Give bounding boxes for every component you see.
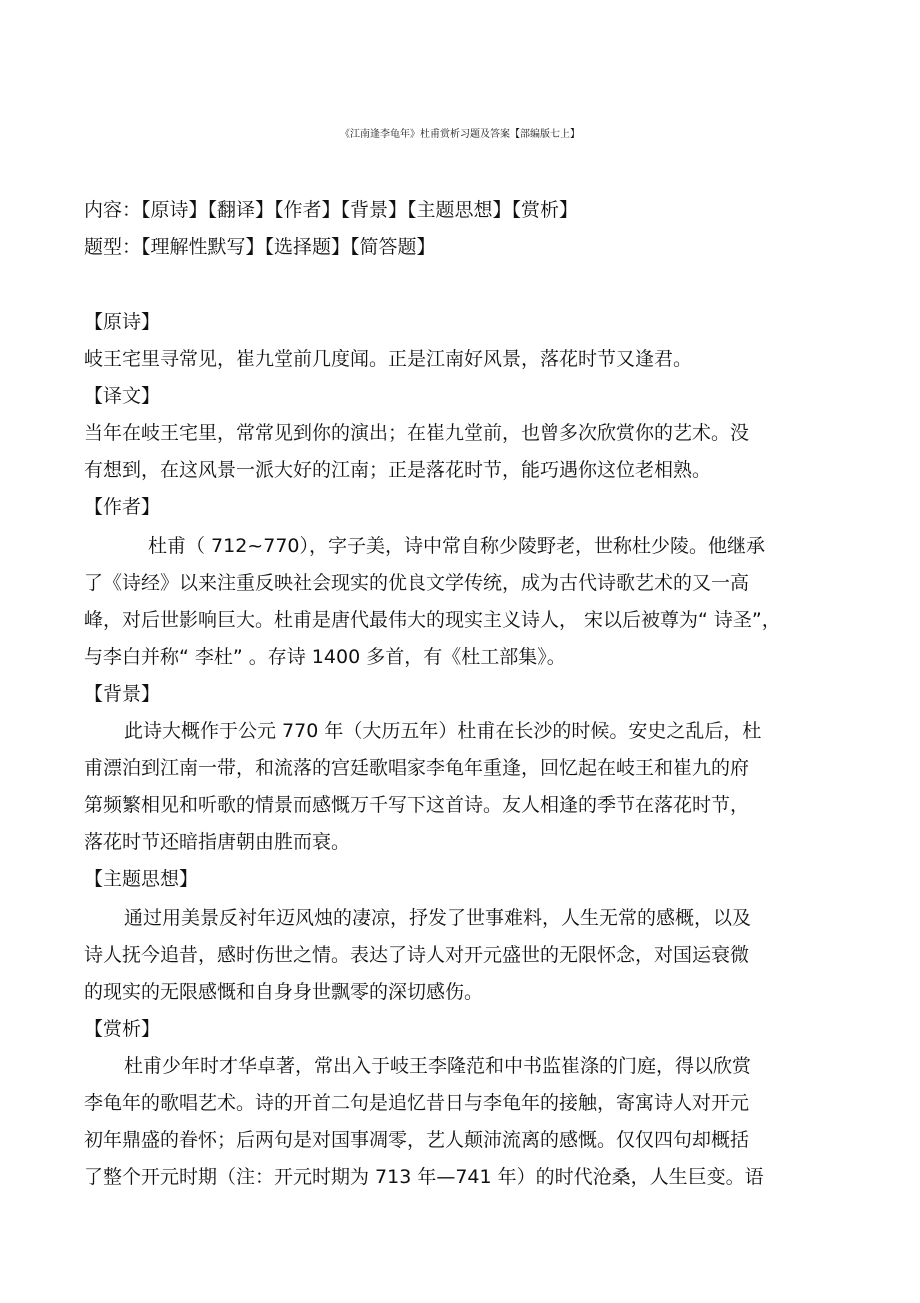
- poem-text-line: 岐王宅里寻常见，崔九堂前几度闻。正是江南好风景，落花时节又逢君。: [84, 348, 693, 370]
- theme-line: 诗人抚今追昔，感时伤世之情。表达了诗人对开元盛世的无限怀念，对国运衰微: [84, 944, 750, 966]
- translation-line: 当年在岐王宅里，常常见到你的演出；在崔九堂前，也曾多次欣赏你的艺术。没: [84, 422, 750, 444]
- section-heading-background: 【背景】: [84, 683, 161, 705]
- appreciation-line: 李龟年的歌唱艺术。诗的开首二句是追忆昔日与李龟年的接触，寄寓诗人对开元: [84, 1092, 750, 1114]
- theme-line: 通过用美景反衬年迈风烛的凄凉，抒发了世事难料，人生无常的感概，以及: [124, 907, 752, 929]
- background-line: 此诗大概作于公元 770 年（大历五年）杜甫在长沙的时候。安史之乱后，杜: [124, 720, 762, 742]
- section-heading-author: 【作者】: [84, 496, 161, 518]
- appreciation-line: 杜甫少年时才华卓著，常出入于岐王李隆范和中书监崔涤的门庭，得以欣赏: [124, 1055, 752, 1077]
- author-line: 与李白并称“ 李杜” 。存诗 1400 多首，有《杜工部集》。: [84, 646, 566, 668]
- background-line: 落花时节还暗指唐朝由胜而衰。: [84, 831, 351, 853]
- background-line: 第频繁相见和听歌的情景而感慨万千写下这首诗。友人相逢的季节在落花时节，: [84, 794, 750, 816]
- author-line: 杜甫（ 712~770），字子美，诗中常自称少陵野老，世称杜少陵。他继承: [148, 535, 765, 557]
- appreciation-line: 初年鼎盛的眷怀；后两句是对国事凋零，艺人颠沛流离的感慨。仅仅四句却概括: [84, 1129, 750, 1151]
- question-type-line: 题型：【理解性默写】【选择题】【简答题】: [84, 236, 436, 258]
- author-line: 了《诗经》以来注重反映社会现实的优良文学传统，成为古代诗歌艺术的又一高: [84, 572, 750, 594]
- background-line: 甫漂泊到江南一带，和流落的宫廷歌唱家李龟年重逢，回忆起在岐王和崔九的府: [84, 757, 750, 779]
- appreciation-line: 了整个开元时期（注：开元时期为 713 年—741 年）的时代沧桑，人生巨变。语: [84, 1166, 764, 1188]
- section-heading-appreciation: 【赏析】: [84, 1018, 161, 1040]
- theme-line: 的现实的无限感慨和自身身世飘零的深切感伤。: [84, 981, 484, 1003]
- section-heading-theme: 【主题思想】: [84, 868, 199, 890]
- section-heading-poem: 【原诗】: [84, 311, 161, 333]
- translation-line: 有想到，在这风景一派大好的江南；正是落花时节，能巧遇你这位老相熟。: [84, 459, 712, 481]
- content-overview-line: 内容：【原诗】【翻译】【作者】【背景】【主题思想】【赏析】: [84, 199, 579, 221]
- document-title: 《江南逢李龟年》杜甫赏析习题及答案【部编版七上】: [340, 129, 580, 140]
- section-heading-translation: 【译文】: [84, 385, 161, 407]
- author-line: 峰，对后世影响巨大。杜甫是唐代最伟大的现实主义诗人， 宋以后被尊为“ 诗圣”，: [84, 609, 781, 631]
